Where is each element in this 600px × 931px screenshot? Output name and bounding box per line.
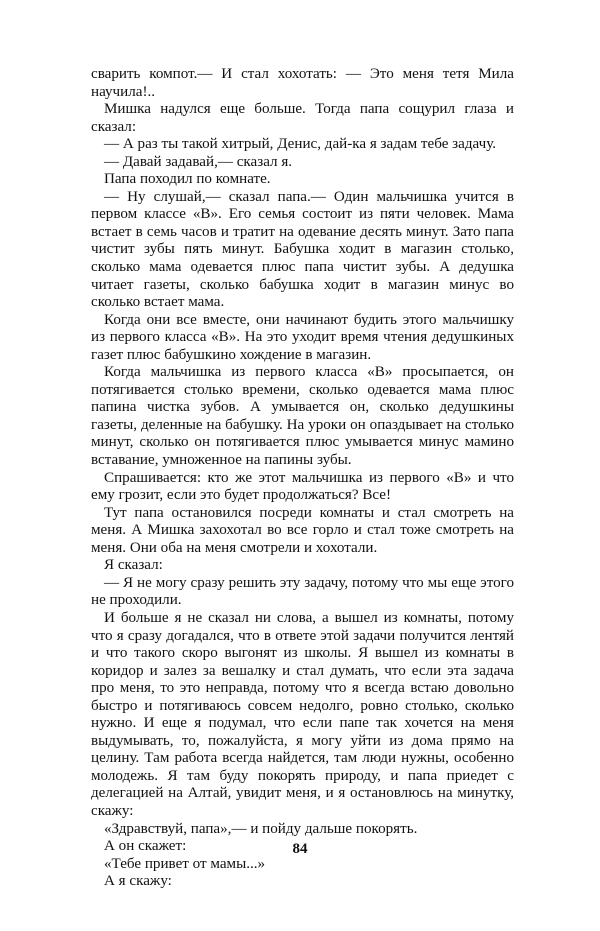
paragraph: — Ну слушай,— сказал папа.— Один мальчишка учится в первом классе «В». Его семья состоит из пяти человек. Мама встает в семь часов и тратит на одевание десять минут. Зато папа чистит зубы пять минут. Бабушка ходит в магазин столько, сколько мама одевается плюс папа чистит зубы. А дедушка читает газеты, сколько бабушка ходит в магазин минус во сколько встает мама. <box>91 188 514 311</box>
page-number: 84 <box>292 841 308 857</box>
paragraph: Когда мальчишка из первого класса «В» просыпается, он потягивается столько времени, сколько одевается мама плюс папина чистка зубов. А умывается он, сколько дедушкины газеты, деленные на бабушку. На уроки он опаздывает на столько минут, сколько он потягивается плюс умывается минус мамино вставание, умноженное на папины зубы. <box>91 364 514 469</box>
paragraph: «Тебе привет от мамы...» <box>104 855 266 872</box>
paragraph: — Давай задавай,— сказал я. <box>104 153 293 170</box>
paragraph: А я скажу: <box>104 873 172 890</box>
paragraph: Папа походил по комнате. <box>104 171 271 188</box>
paragraph: И больше я не сказал ни слова, а вышел из комнаты, потому что я сразу догадался, что в ответе этой задачи получится лентяй и что такого скоро выгонят из школы. Я вышел из комнаты в коридор и залез за вешалку и стал думать, что если эта задача про меня, то это неправда, потому что я всегда встаю довольно быстро и потягиваюсь совсем недолго, ровно столько, сколько нужно. И еще я подумал, что если папе так хочется на меня выдумывать, то, пожалуйста, я могу уйти из дома прямо на целину. Там работа всегда найдется, там люди нужны, особенно молодежь. Я там буду покорять природу, и папа приедет с делегацией на Алтай, увидит меня, и я остановлюсь на минутку, скажу: <box>91 609 514 819</box>
paragraph: «Здравствуй, папа»,— и пойду дальше покорять. <box>104 820 418 837</box>
paragraph: — А раз ты такой хитрый, Денис, дай-ка я задам тебе задачу. <box>104 136 497 153</box>
paragraph: Мишка надулся еще больше. Тогда папа сощурил глаза и сказал: <box>91 101 514 135</box>
paragraph: сварить компот.— И стал хохотать: — Это меня тетя Мила научила!.. <box>91 66 514 100</box>
paragraph: А он скажет: <box>104 838 187 855</box>
body-text <box>91 66 514 891</box>
paragraph: Спрашивается: кто же этот мальчишка из первого «В» и что ему грозит, если это будет продолжаться? Все! <box>91 469 514 504</box>
paragraph: Тут папа остановился посреди комнаты и стал смотреть на меня. А Мишка захохотал во все горло и стал тоже смотреть на меня. Они оба на меня смотрели и хохотали. <box>91 504 514 556</box>
paragraph: Я сказал: <box>104 557 163 574</box>
paragraph: — Я не могу сразу решить эту задачу, потому что мы еще этого не проходили. <box>91 574 514 609</box>
paragraph: Когда они все вместе, они начинают будить этого мальчишку из первого класса «В». На это уходит время чтения дедушкиных газет плюс бабушкино хождение в магазин. <box>91 311 514 363</box>
